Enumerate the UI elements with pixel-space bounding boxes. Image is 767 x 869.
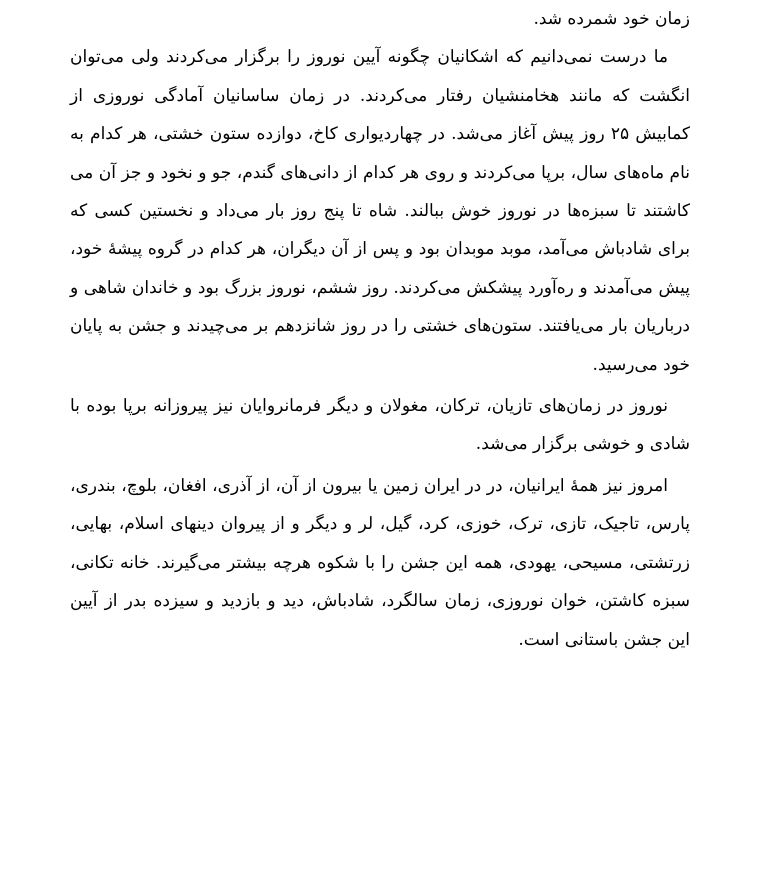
paragraph-1: زمان خود شمرده شد. bbox=[533, 9, 690, 29]
paragraph-4: امروز نیز همهٔ ایرانیان، در در ایران زمین یا بیرون از آن، از آذری، افغان، بلوچ، بندری، پارس، تاجیک، تازی، ترک، خوزی، کرد، گیل، لر و دیگر و از پیروان دینهای اسلام، بهایی، زرتشتی، مسیحی، یهودی، همه این جشن را با شکوه هرچه بیشتر می‌گیرند. خانه تکانی، سبزه کاشتن، خوان نوروزی، زمان سالگرد، شادباش، دید و بازدید و سیزده بدر از آیین این جشن باستانی است. bbox=[70, 475, 690, 650]
document-page bbox=[70, 0, 690, 659]
paragraph-2: ما درست نمی‌دانیم که اشکانیان چگونه آیین نوروز را برگزار می‌کردند ولی می‌توان انگشت که مانند هخامنشیان رفتار می‌کردند. در زمان ساسانیان آمادگی نوروزی از کمابیش ۲۵ روز پیش آغاز می‌شد. در چهاردیواری کاخ، دوازده ستون خشتی، هر کدام به نام ماه‌های سال، برپا می‌کردند و روی هر کدام از دانی‌های گندم، جو و نخود و جز آن می کاشتند تا سبزه‌ها در نوروز خوش ببالند. شاه تا پنج روز بار می‌داد و نخستین کسی که برای شادباش می‌آمد، موبد موبدان بود و پس از آن دیگران، هر کدام در گروه پیشهٔ خود، پیش می‌آمدند و ره‌آورد پیشکش می‌کردند. روز ششم، نوروز بزرگ بود و خاندان شاهی و درباریان بار می‌یافتند. ستون‌های خشتی را در روز شانزدهم بر می‌چیدند و جشن به پایان خود می‌رسید. bbox=[70, 47, 691, 375]
paragraph-3: نوروز در زمان‌های تازیان، ترکان، مغولان و دیگر فرمانروایان نیز پیروزانه برپا بوده با شادی و خوشی برگزار می‌شد. bbox=[70, 396, 690, 455]
